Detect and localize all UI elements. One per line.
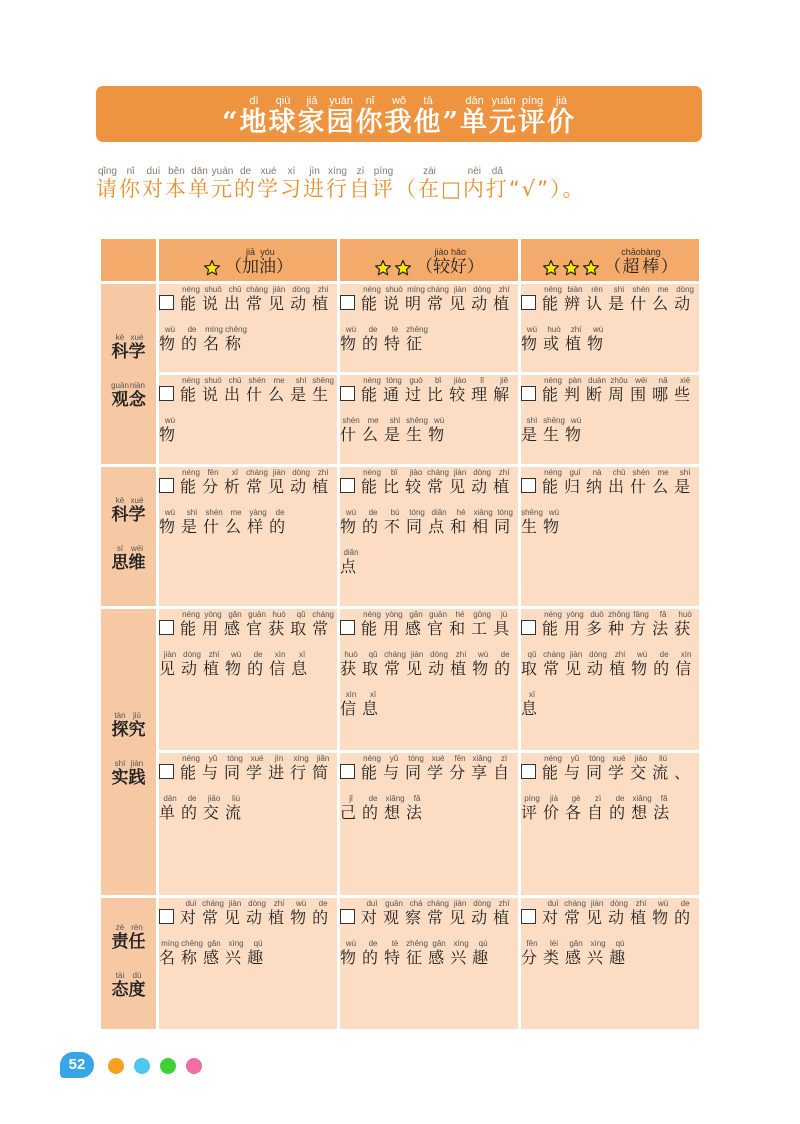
decorative-dot xyxy=(108,1058,124,1074)
criterion-cell: 能néng说shuō出chū什shén么me是shì生shēng物wù xyxy=(158,373,339,466)
criterion-cell: 能néng用yòng感gǎn官guān和hé工gōng具jù获huò取qǔ常cháng见jiàn动dòng植zhí物wù的de信xìn息xī xyxy=(339,608,520,752)
table-row xyxy=(100,608,701,752)
instruction-text: 请qǐng你nǐ对duì本běn单dān元yuán的de学xué习xí进jìn行xíng自zì评píng（ 在zài□ 内nèi打dǎ“√” ）。 xyxy=(96,166,586,201)
category-label: 科kē学xué 观guān念niàn xyxy=(100,283,158,466)
checkbox[interactable] xyxy=(340,386,355,401)
checkbox[interactable] xyxy=(340,478,355,493)
category-label: 责zé任rèn 态tài度dù xyxy=(100,897,158,1031)
level-header-2 xyxy=(339,238,520,283)
level-header-1 xyxy=(158,238,339,283)
header-row xyxy=(100,238,701,283)
criterion-cell: 能néng归guī纳nà出chū什shén么me是shì生shēng物wù xyxy=(520,466,701,608)
header-corner xyxy=(100,238,158,283)
star-icon xyxy=(542,259,560,277)
category-label: 科kē学xué 思sī维wéi xyxy=(100,466,158,608)
decorative-dot xyxy=(160,1058,176,1074)
criterion-cell: 能néng比bǐ较jiào常cháng见jiàn动dòng植zhí物wù的de不bù同tóng点diǎn和hé相xiāng同tóng点diǎn xyxy=(339,466,520,608)
checkbox[interactable] xyxy=(340,909,355,924)
star-icon xyxy=(394,259,412,277)
page-title: “ 地dì球qiú家jiā园yuán你nǐ我wǒ他tā” 单dān元yuán评píng价jià xyxy=(221,95,577,138)
criterion-cell: 能néng辨biàn认rèn是shì什shén么me动dòng物wù或huò植zhí物wù xyxy=(520,283,701,374)
table-row xyxy=(100,897,701,1031)
checkbox[interactable] xyxy=(159,478,174,493)
checkbox[interactable] xyxy=(521,764,536,779)
criterion-cell: 对duì常cháng见jiàn动dòng植zhí物wù的de分fēn类lèi感gǎn兴xìng趣qù xyxy=(520,897,701,1031)
decorative-dot xyxy=(186,1058,202,1074)
table-row xyxy=(100,283,701,374)
checkbox[interactable] xyxy=(521,386,536,401)
checkbox[interactable] xyxy=(521,478,536,493)
table-row xyxy=(100,752,701,897)
checkbox[interactable] xyxy=(521,295,536,310)
title-banner xyxy=(96,86,702,142)
criterion-cell: 能néng通tōng过guò比bǐ较jiào理lǐ解jiě什shén么me是shì生shēng物wù xyxy=(339,373,520,466)
star-icon xyxy=(203,259,221,277)
criterion-cell: 能néng与yǔ同tóng学xué分fēn享xiǎng自zì己jǐ的de想xiǎng法fǎ xyxy=(339,752,520,897)
checkbox[interactable] xyxy=(159,909,174,924)
checkbox[interactable] xyxy=(159,764,174,779)
level-label: （ 加jiā油yóu） xyxy=(225,247,293,277)
level-label: （ 超chāo棒bàng） xyxy=(604,247,678,277)
checkbox[interactable] xyxy=(340,295,355,310)
criterion-cell: 能néng与yǔ同tóng学xué交jiāo流liú、 评píng价jià各gè自zì的de想xiǎng法fǎ xyxy=(520,752,701,897)
category-label: 探tàn究jiū 实shí践jiàn xyxy=(100,608,158,897)
checkbox[interactable] xyxy=(521,620,536,635)
level-header-3 xyxy=(520,238,701,283)
criterion-cell: 能néng用yòng多duō种zhǒng方fāng法fǎ获huò取qǔ常cháng见jiàn动dòng植zhí物wù的de信xìn息xī xyxy=(520,608,701,752)
decorative-dot xyxy=(134,1058,150,1074)
checkbox[interactable] xyxy=(159,295,174,310)
checkbox[interactable] xyxy=(159,386,174,401)
star-icon xyxy=(374,259,392,277)
checkbox[interactable] xyxy=(340,764,355,779)
criterion-cell: 对duì常cháng见jiàn动dòng植zhí物wù的de名míng称chēng感gǎn兴xìng趣qù xyxy=(158,897,339,1031)
level-label: （ 较jiào好hǎo） xyxy=(416,247,484,277)
checkbox[interactable] xyxy=(159,620,174,635)
criterion-cell: 能néng判pàn断duàn周zhōu围wéi哪nǎ些xiē是shì生shēng物wù xyxy=(520,373,701,466)
table-row xyxy=(100,373,701,466)
criterion-cell: 对duì观guān察chá常cháng见jiàn动dòng植zhí物wù的de特tè征zhēng感gǎn兴xìng趣qù xyxy=(339,897,520,1031)
criterion-cell: 能néng说shuō出chū常cháng见jiàn动dòng植zhí物wù的de名míng称chēng xyxy=(158,283,339,374)
criterion-cell: 能néng与yǔ同tóng学xué进jìn行xíng简jiǎn单dān的de交jiāo流liú xyxy=(158,752,339,897)
checkbox[interactable] xyxy=(521,909,536,924)
evaluation-table xyxy=(98,236,702,1032)
page-number-badge: 52 xyxy=(60,1052,94,1078)
criterion-cell: 能néng说shuō明míng常cháng见jiàn动dòng植zhí物wù的de特tè征zhēng xyxy=(339,283,520,374)
star-icon xyxy=(582,259,600,277)
checkbox[interactable] xyxy=(340,620,355,635)
star-icon xyxy=(562,259,580,277)
criterion-cell: 能néng分fēn析xī常cháng见jiàn动dòng植zhí物wù是shì什shén么me样yàng的de xyxy=(158,466,339,608)
table-row xyxy=(100,466,701,608)
criterion-cell: 能néng用yòng感gǎn官guān获huò取qǔ常cháng见jiàn动dòng植zhí物wù的de信xìn息xī xyxy=(158,608,339,752)
